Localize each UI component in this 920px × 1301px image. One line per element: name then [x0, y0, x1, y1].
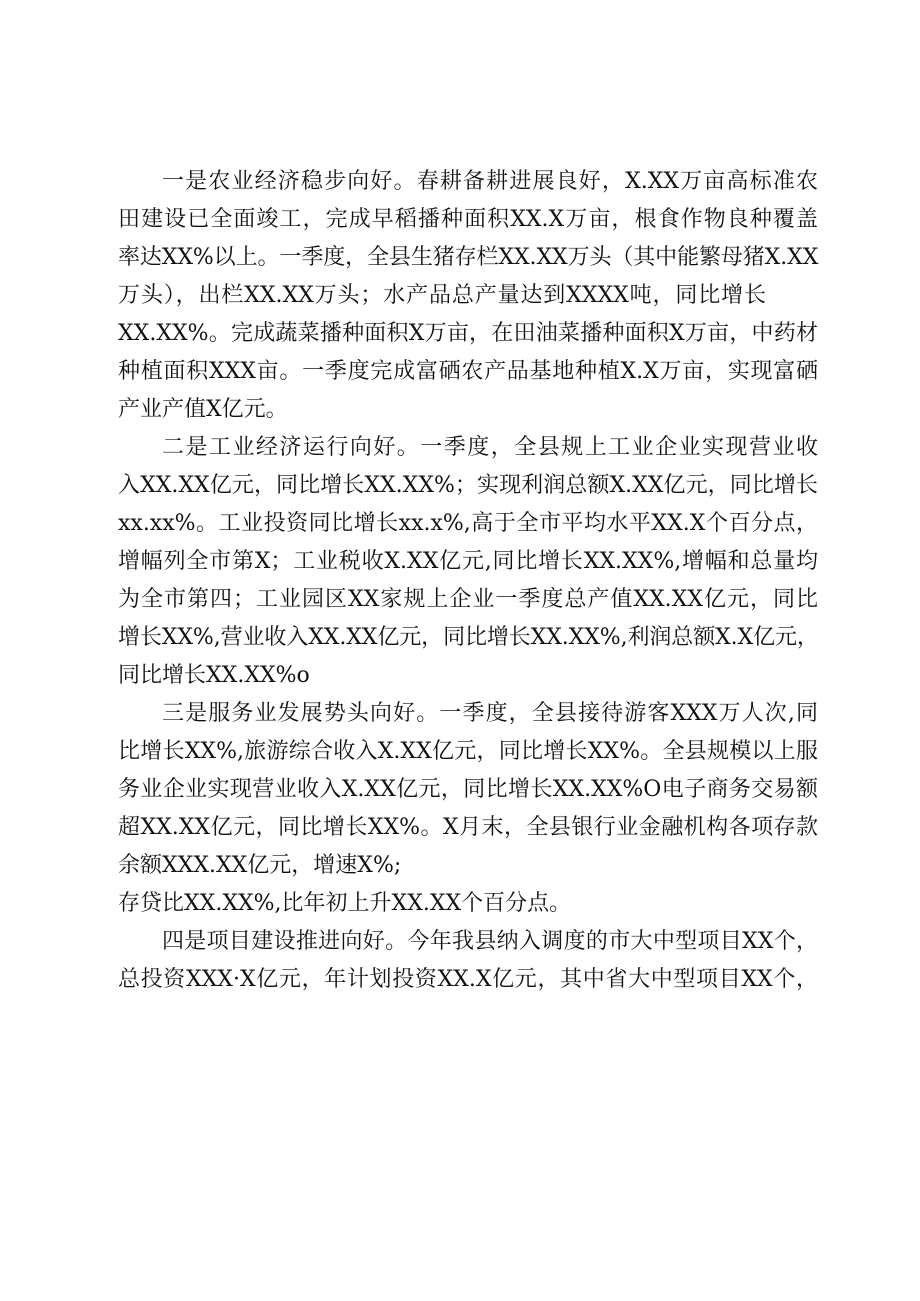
text-line: 一是农业经济稳步向好。春耕备耕进展良好，X.XX万亩高标准农: [162, 169, 818, 194]
text-line: 四是项目建设推进向好。今年我县纳入调度的市大中型项目XX个，: [162, 929, 818, 954]
paragraph-loan-ratio: [118, 885, 818, 923]
text-line: 存贷比XX.XX%,比年初上升XX.XX个百分点。: [118, 891, 572, 916]
text-line: 产业产值X亿元。: [118, 397, 288, 422]
text-line: 务业企业实现营业收入X.XX亿元，同比增长XX.XX%O电子商务交易额: [118, 777, 818, 802]
text-line: 入XX.XX亿元，同比增长XX.XX%；实现利润总额X.XX亿元，同比增长: [118, 473, 818, 498]
text-line: 超XX.XX亿元，同比增长XX%。X月末，全县银行业金融机构各项存款: [118, 815, 818, 840]
text-line: 率达XX%以上。一季度，全县生猪存栏XX.XX万头（其中能繁母猪X.XX: [118, 245, 819, 270]
text-line: xx.xx%。工业投资同比增长xx.x%,高于全市平均水平XX.X个百分点，: [118, 511, 818, 536]
text-line: 为全市第四；工业园区XX家规上企业一季度总产值XX.XX亿元，同比: [118, 587, 818, 612]
text-line: 种植面积XXX亩。一季度完成富硒农产品基地种植X.X万亩，实现富硒: [118, 359, 818, 384]
document-body: [118, 163, 818, 999]
text-line: 田建设已全面竣工，完成早稻播种面积XX.X万亩，根食作物良种覆盖: [118, 207, 818, 232]
paragraph-agriculture: [118, 163, 818, 429]
text-line: 增长XX%,营业收入XX.XX亿元，同比增长XX.XX%,利润总额X.X亿元，: [118, 625, 819, 650]
text-line: 二是工业经济运行向好。一季度，全县规上工业企业实现营业收: [162, 435, 818, 460]
paragraph-projects: [118, 923, 818, 999]
paragraph-services: [118, 695, 818, 885]
text-line: 增幅列全市第X；工业税收X.XX亿元,同比增长XX.XX%,增幅和总量均: [118, 549, 818, 574]
text-line: 同比增长XX.XX%o: [118, 663, 310, 688]
text-line: 万头），出栏XX.XX万头；水产品总产量达到XXXX吨，同比增长: [118, 283, 766, 308]
text-line: 总投资XXX·X亿元，年计划投资XX.X亿元，其中省大中型项目XX个，: [118, 967, 818, 992]
text-line: 余额XXX.XX亿元，增速X%;: [118, 853, 402, 878]
paragraph-industry: [118, 429, 818, 695]
text-line: 比增长XX%,旅游综合收入X.XX亿元，同比增长XX%。全县规模以上服: [118, 739, 818, 764]
text-line: XX.XX%。完成蔬菜播种面积X万亩，在田油菜播种面积X万亩，中药材: [118, 321, 818, 346]
text-line: 三是服务业发展势头向好。一季度，全县接待游客XXX万人次,同: [162, 701, 818, 726]
